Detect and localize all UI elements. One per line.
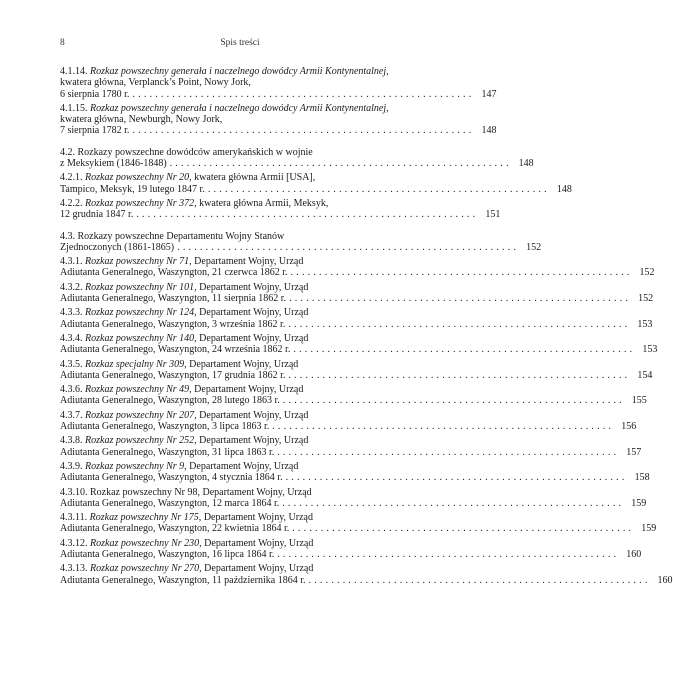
dot-leader: ............................................................: [132, 125, 475, 137]
dot-leader: ............................................................: [288, 318, 631, 330]
toc-entry-last-line: [60, 421, 637, 433]
dot-leader: ............................................................: [277, 548, 620, 560]
toc-entry-text: Departament Wojny, Urząd: [196, 281, 309, 293]
toc-entry: [60, 332, 658, 356]
toc-entry-line: [60, 198, 404, 209]
toc-entry-italic-title: Rozkaz powszechny Nr 140,: [85, 332, 197, 344]
toc-entry: [60, 460, 650, 484]
dot-leader: ............................................................: [169, 158, 512, 170]
toc-page-number: 159: [641, 523, 657, 535]
toc-page-number: 156: [621, 421, 637, 433]
toc-entry-line: [60, 172, 404, 183]
toc-entry-number: 4.3.4.: [60, 332, 83, 344]
toc-entry-last-line: [60, 497, 647, 509]
toc-entry-number: 4.3.: [60, 230, 75, 242]
toc-entry-text: z Meksykiem (1846-1848): [60, 158, 167, 170]
toc-entry-last-line: [60, 574, 673, 586]
toc-entry: [60, 172, 572, 195]
toc-entry-number: 4.3.9.: [60, 460, 83, 472]
toc-entry: [60, 358, 653, 382]
toc-entry-number: 4.3.7.: [60, 409, 83, 421]
toc-page-number: 151: [485, 209, 501, 221]
toc-entry-italic-title: Rozkaz powszechny Nr 20,: [85, 172, 192, 184]
toc-entry-text: 7 sierpnia 1782 r.: [60, 125, 130, 137]
toc-entry-last-line: [60, 125, 497, 137]
dot-leader: ............................................................: [136, 209, 479, 221]
toc-entry-italic-title: Rozkaz powszechny Nr 9,: [85, 460, 187, 472]
toc-page-number: 147: [481, 88, 497, 100]
toc-entry-last-line: [60, 548, 642, 560]
toc-page-number: 159: [631, 497, 647, 509]
toc-entry: [60, 537, 642, 561]
dot-leader: ............................................................: [308, 574, 651, 586]
toc-entry-text: Departament Wojny, Urząd: [191, 256, 304, 268]
toc-entry-text: Adiutanta Generalnego, Waszyngton, 11 października 1864 r.: [60, 574, 306, 586]
toc-page-number: 158: [634, 472, 650, 484]
toc-entry-line: [60, 461, 404, 472]
toc-entry: [60, 66, 497, 100]
toc-entry-text: Adiutanta Generalnego, Waszyngton, 31 lipca 1863 r.: [60, 446, 275, 458]
toc-entry-text: Adiutanta Generalnego, Waszyngton, 12 marca 1864 r.: [60, 497, 280, 509]
toc-entry-last-line: [60, 523, 657, 535]
toc-entry-last-line: [60, 88, 497, 100]
running-title: Spis treści: [220, 38, 260, 48]
toc-page-number: 154: [637, 369, 653, 381]
toc-entry-text: Departament Wojny, Urząd: [191, 384, 304, 396]
toc-entry-number: 4.3.5.: [60, 358, 83, 370]
toc-entry-text: Rozkaz powszechny Nr 98, Departament Wojny, Urząd: [90, 486, 312, 498]
toc-entry-italic-title: Rozkaz powszechny Nr 71,: [85, 256, 192, 268]
toc-entry-italic-title: Rozkaz powszechny Nr 372,: [85, 197, 197, 209]
toc-entry: [60, 146, 534, 170]
toc-entry-last-line: [60, 158, 534, 170]
toc-entry-italic-title: Rozkaz powszechny Nr 101,: [85, 281, 197, 293]
toc-entry-number: 4.3.13.: [60, 563, 88, 575]
toc-entry-text: Rozkazy powszechne dowódców amerykańskich w wojnie: [77, 146, 313, 158]
dot-leader: ............................................................: [132, 88, 475, 100]
toc-entry-text: Adiutanta Generalnego, Waszyngton, 11 sierpnia 1862 r.: [60, 293, 287, 305]
toc-page-number: 148: [518, 158, 534, 170]
toc-page-number: 148: [481, 125, 497, 137]
toc-page-number: 152: [526, 241, 542, 253]
dot-leader: ............................................................: [177, 241, 520, 253]
page-header: [60, 38, 420, 52]
toc-entry-text: Adiutanta Generalnego, Waszyngton, 17 grudnia 1862 r.: [60, 369, 286, 381]
toc-entry: [60, 102, 497, 137]
toc-entry-number: 4.3.3.: [60, 307, 83, 319]
dot-leader: ............................................................: [272, 421, 615, 433]
toc-entry-text: 12 grudnia 1847 r.: [60, 209, 134, 221]
toc-entry-text: Zjednoczonych (1861-1865): [60, 241, 175, 253]
toc-entry-last-line: [60, 395, 647, 407]
toc-entry-text: Departament Wojny, Urząd: [201, 512, 313, 524]
toc-entry-number: 4.3.11.: [60, 512, 88, 524]
toc-entry-last-line: [60, 209, 501, 221]
toc-entry-number: 4.2.: [60, 146, 75, 158]
toc-entry-line: [60, 512, 404, 523]
toc-entry-text: Adiutanta Generalnego, Waszyngton, 24 września 1862 r.: [60, 344, 291, 356]
toc-entry-line: [60, 538, 404, 549]
toc-entry-text: Adiutanta Generalnego, Waszyngton, 3 września 1862 r.: [60, 318, 286, 330]
toc-entry-text: Adiutanta Generalnego, Waszyngton, 28 lutego 1863 r.: [60, 395, 280, 407]
toc-entry-last-line: [60, 267, 655, 279]
toc-entry-last-line: [60, 369, 653, 381]
toc-entry-text: Departament Wojny, Urząd: [196, 307, 309, 319]
toc-entry-text: Departament Wojny, Urząd: [196, 435, 309, 447]
toc-entry-text: Departament Wojny, Urząd: [201, 563, 314, 575]
toc-entry-last-line: [60, 344, 658, 356]
table-of-contents: [60, 66, 673, 586]
dot-leader: ............................................................: [277, 446, 620, 458]
toc-entry-line: [60, 487, 404, 498]
toc-entry-italic-title: Rozkaz powszechny Nr 124,: [85, 307, 197, 319]
toc-page-number: 160: [657, 574, 673, 586]
toc-entry-number: 4.2.2.: [60, 197, 83, 209]
toc-entry-text: Departament Wojny, Urząd: [186, 460, 299, 472]
toc-entry-number: 4.1.14.: [60, 66, 88, 77]
toc-entry-line: [60, 147, 404, 158]
toc-entry-number: 4.3.10.: [60, 486, 88, 498]
dot-leader: ............................................................: [207, 183, 550, 195]
toc-entry-text: Departament Wojny, Urząd: [196, 332, 309, 344]
toc-entry-italic-title: Rozkaz powszechny Nr 175,: [89, 512, 202, 524]
toc-entry-italic-title: Rozkaz powszechny Nr 230,: [90, 537, 202, 549]
dot-leader: ............................................................: [289, 293, 632, 305]
toc-page-number: 155: [631, 395, 647, 407]
toc-entry-number: 4.3.1.: [60, 256, 83, 268]
toc-entry-text: Adiutanta Generalnego, Waszyngton, 3 lipca 1863 r.: [60, 421, 270, 433]
toc-entry: [60, 409, 637, 433]
toc-entry-number: 4.3.8.: [60, 435, 83, 447]
toc-entry-text: kwatera główna Armii, Meksyk,: [196, 197, 329, 209]
toc-entry-text: Adiutanta Generalnego, Waszyngton, 21 czerwca 1862 r.: [60, 267, 288, 279]
toc-entry: [60, 197, 501, 221]
toc-page-number: 157: [626, 446, 642, 458]
toc-entry-last-line: [60, 241, 542, 253]
toc-entry-line: [60, 307, 404, 318]
toc-entry-last-line: [60, 318, 653, 330]
toc-entry-line: [60, 103, 404, 126]
toc-entry-text: Adiutanta Generalnego, Waszyngton, 16 lipca 1864 r.: [60, 548, 275, 560]
toc-entry-line: [60, 435, 404, 446]
toc-entry-line: [60, 256, 404, 267]
toc-entry-text: Adiutanta Generalnego, Waszyngton, 22 kwietnia 1864 r.: [60, 523, 290, 535]
toc-page-number: 153: [637, 318, 653, 330]
toc-entry-italic-title: Rozkaz powszechny Nr 207,: [85, 409, 197, 421]
toc-entry-last-line: [60, 472, 650, 484]
toc-entry: [60, 512, 657, 535]
page-number: 8: [60, 38, 65, 48]
toc-entry-text: Departament Wojny, Urząd: [186, 358, 299, 370]
toc-entry-text: kwatera główna, Newburgh, Nowy Jork,: [60, 114, 223, 126]
toc-entry-line: [60, 66, 404, 89]
toc-entry-last-line: [60, 183, 572, 195]
toc-page-number: 152: [639, 267, 655, 279]
toc-entry-italic-title: Rozkaz powszechny generała i naczelnego dowódcy Armii Kontynentalnej,: [90, 66, 389, 77]
toc-entry: [60, 307, 653, 330]
toc-entry-number: 4.3.6.: [60, 384, 83, 396]
toc-entry: [60, 486, 647, 510]
toc-entry: [60, 384, 647, 407]
toc-entry-text: kwatera główna Armii [USA],: [191, 172, 316, 184]
toc-entry-line: [60, 563, 404, 574]
toc-entry: [60, 281, 654, 305]
dot-leader: ............................................................: [282, 497, 625, 509]
toc-page-number: 148: [556, 183, 572, 195]
toc-entry-text: kwatera główna, Verplanck’s Point, Nowy Jork,: [60, 77, 251, 89]
toc-entry-number: 4.3.12.: [60, 537, 88, 549]
toc-entry-number: 4.3.2.: [60, 281, 83, 293]
toc-entry-last-line: [60, 446, 642, 458]
dot-leader: ............................................................: [290, 267, 633, 279]
toc-entry-text: Tampico, Meksyk, 19 lutego 1847 r.: [60, 183, 205, 195]
toc-entry-italic-title: Rozkaz powszechny Nr 252,: [85, 435, 197, 447]
toc-page-number: 152: [638, 293, 654, 305]
toc-entry-text: 6 sierpnia 1780 r.: [60, 88, 130, 100]
toc-entry: [60, 563, 673, 586]
toc-entry-line: [60, 231, 404, 242]
toc-entry-number: 4.2.1.: [60, 172, 83, 184]
toc-entry-line: [60, 333, 404, 344]
toc-entry-line: [60, 410, 404, 421]
toc-entry-text: Rozkazy powszechne Departamentu Wojny Stanów: [77, 230, 285, 242]
toc-entry-italic-title: Rozkaz specjalny Nr 309,: [85, 358, 187, 370]
toc-entry-italic-title: Rozkaz powszechny Nr 270,: [90, 563, 202, 575]
toc-entry-italic-title: Rozkaz powszechny Nr 49,: [85, 384, 192, 396]
toc-entry-line: [60, 359, 404, 370]
toc-page-number: 160: [626, 548, 642, 560]
toc-entry: [60, 256, 655, 279]
toc-entry-number: 4.1.15.: [60, 102, 88, 114]
toc-entry-text: Departament Wojny, Urząd: [196, 409, 309, 421]
toc-entry: [60, 230, 542, 254]
dot-leader: ............................................................: [285, 472, 628, 484]
toc-entry-last-line: [60, 293, 654, 305]
toc-entry-line: [60, 282, 404, 293]
toc-entry: [60, 435, 642, 458]
toc-entry-line: [60, 384, 404, 395]
dot-leader: ............................................................: [288, 369, 631, 381]
toc-entry-text: Departament Wojny, Urząd: [201, 537, 314, 549]
toc-entry-text: Adiutanta Generalnego, Waszyngton, 4 stycznia 1864 r.: [60, 472, 283, 484]
toc-entry-italic-title: Rozkaz powszechny generała i naczelnego dowódcy Armii Kontynentalnej,: [90, 102, 389, 114]
toc-page-number: 153: [642, 344, 658, 356]
dot-leader: ............................................................: [293, 344, 636, 356]
dot-leader: ............................................................: [282, 395, 625, 407]
dot-leader: ............................................................: [292, 523, 635, 535]
